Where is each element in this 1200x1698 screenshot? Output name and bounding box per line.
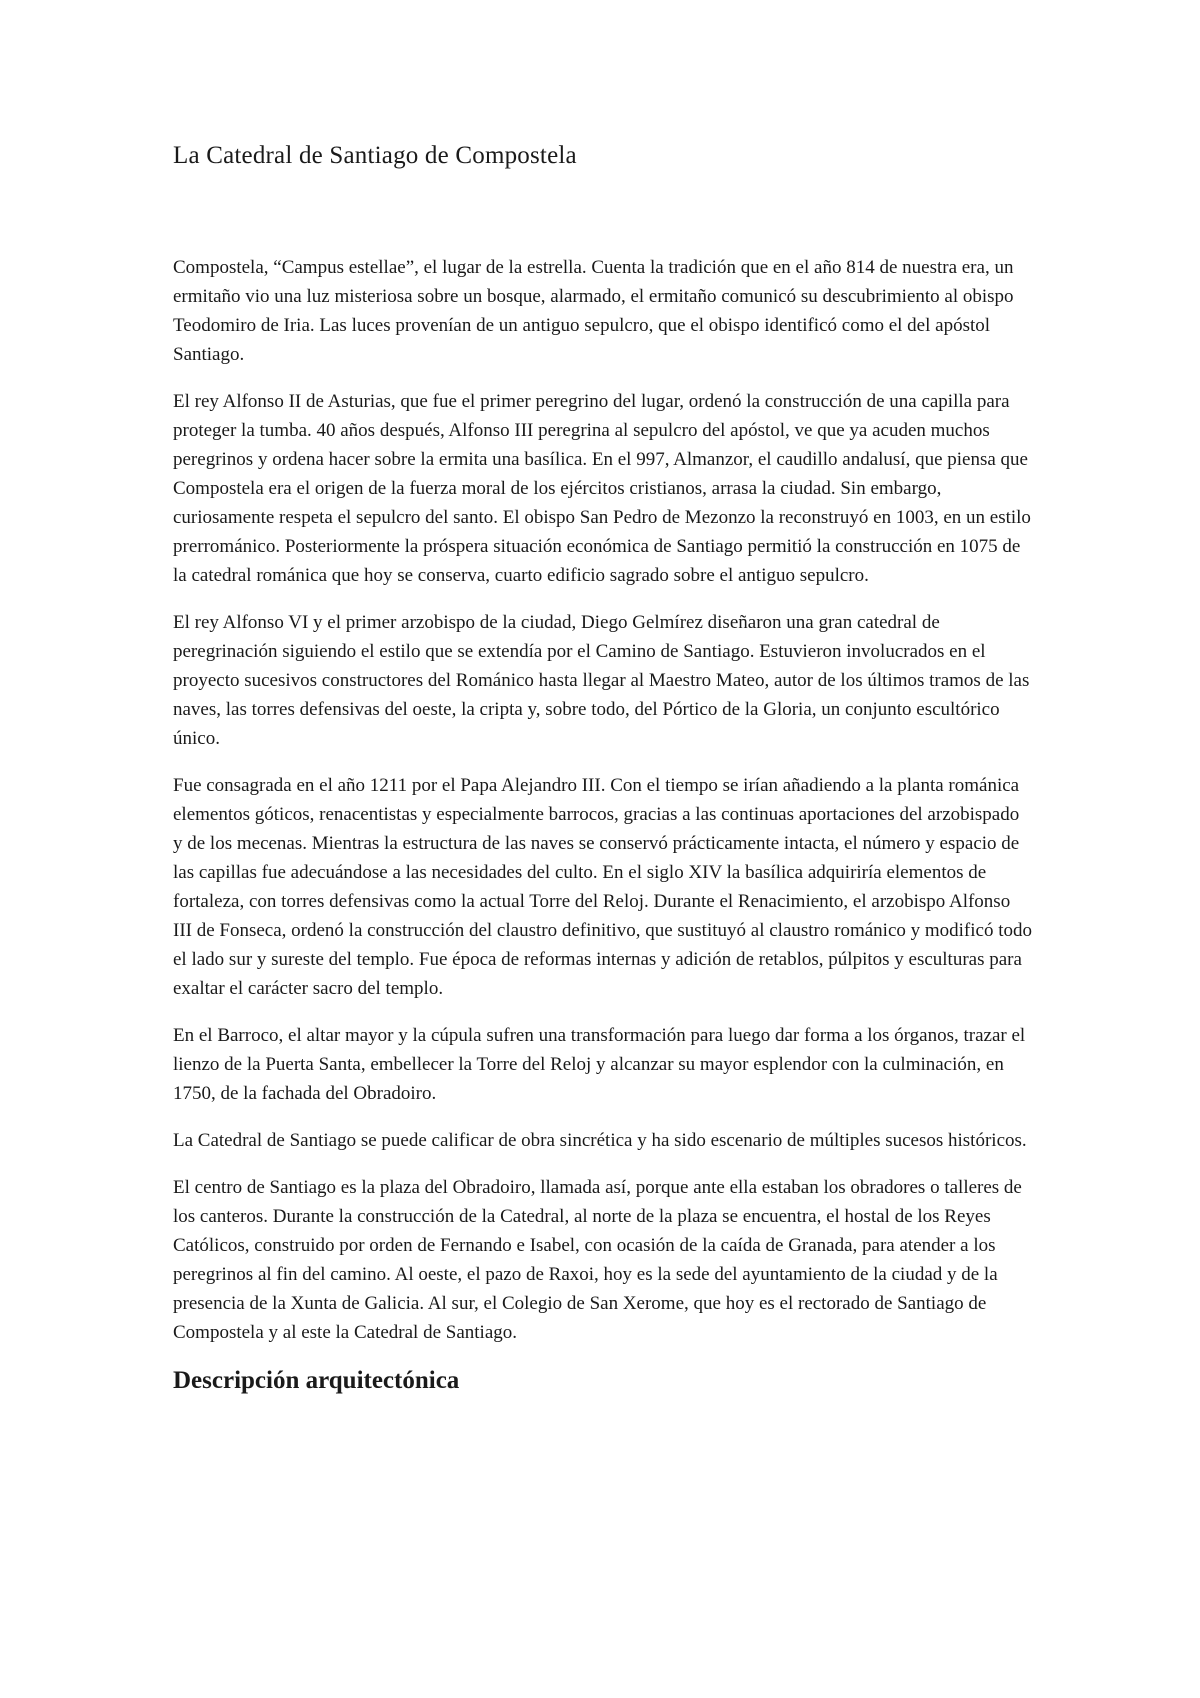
paragraph-early-history: El rey Alfonso II de Asturias, que fue el primer peregrino del lugar, ordenó la construcción de una capilla para proteger la tumba. 40 años después, Alfonso III peregrina al sepulcro del apóstol, ve que ya acuden muchos peregrinos y ordena hacer sobre la ermita una basílica. En el 997, Almanzor, el caudillo andalusí, que piensa que Compostela era el origen de la fuerza moral de los ejércitos cristianos, arrasa la ciudad. Sin embargo, curiosamente respeta el sepulcro del santo. El obispo San Pedro de Mezonzo la reconstruyó en 1003, en un estilo prerrománico. Posteriormente la próspera situación económica de Santiago permitió la construcción en 1075 de la catedral románica que hoy se conserva, cuarto edificio sagrado sobre el antiguo sepulcro. [173, 391, 1031, 586]
document-body [173, 140, 1033, 1397]
section-heading-architecture: Descripción arquitectónica [173, 1367, 460, 1394]
paragraph-baroque: En el Barroco, el altar mayor y la cúpula sufren una transformación para luego dar forma a los órganos, trazar el lienzo de la Puerta Santa, embellecer la Torre del Reloj y alcanzar su mayor esplendor con la culminación, en 1750, de la fachada del Obradoiro. [173, 1025, 1026, 1104]
paragraph-origin-legend: Compostela, “Campus estellae”, el lugar de la estrella. Cuenta la tradición que en el año 814 de nuestra era, un ermitaño vio una luz misteriosa sobre un bosque, alarmado, el ermitaño comunicó su descubrimiento al obispo Teodomiro de Iria. Las luces provenían de un antiguo sepulcro, que el obispo identificó como el del apóstol Santiago. [173, 257, 1014, 365]
paragraph-list [173, 253, 1033, 1347]
paragraph-syncretic-work: La Catedral de Santiago se puede calificar de obra sincrética y ha sido escenario de múltiples sucesos históricos. [173, 1130, 1027, 1151]
paragraph-romanesque-construction: El rey Alfonso VI y el primer arzobispo de la ciudad, Diego Gelmírez diseñaron una gran catedral de peregrinación siguiendo el estilo que se extendía por el Camino de Santiago. Estuvieron involucrados en el proyecto sucesivos constructores del Románico hasta llegar al Maestro Mateo, autor de los últimos tramos de las naves, las torres defensivas del oeste, la cripta y, sobre todo, del Pórtico de la Gloria, un conjunto escultórico único. [173, 612, 1030, 749]
paragraph-obradoiro-square: El centro de Santiago es la plaza del Obradoiro, llamada así, porque ante ella estaban los obradores o talleres de los canteros. Durante la construcción de la Catedral, al norte de la plaza se encuentra, el hostal de los Reyes Católicos, construido por orden de Fernando e Isabel, con ocasión de la caída de Granada, para atender a los peregrinos al fin del camino. Al oeste, el pazo de Raxoi, hoy es la sede del ayuntamiento de la ciudad y de la presencia de la Xunta de Galicia. Al sur, el Colegio de San Xerome, que hoy es el rectorado de Santiago de Compostela y al este la Catedral de Santiago. [173, 1177, 1022, 1343]
paragraph-consecration-and-reforms: Fue consagrada en el año 1211 por el Papa Alejandro III. Con el tiempo se irían añadiendo a la planta románica elementos góticos, renacentistas y especialmente barrocos, gracias a las continuas aportaciones del arzobispado y de los mecenas. Mientras la estructura de las naves se conservó prácticamente intacta, el número y espacio de las capillas fue adecuándose a las necesidades del culto. En el siglo XIV la basílica adquiriría elementos de fortaleza, con torres defensivas como la actual Torre del Reloj. Durante el Renacimiento, el arzobispo Alfonso III de Fonseca, ordenó la construcción del claustro definitivo, que sustituyó al claustro románico y modificó todo el lado sur y sureste del templo. Fue época de reformas internas y adición de retablos, púlpitos y esculturas para exaltar el carácter sacro del templo. [173, 775, 1032, 999]
document-title: La Catedral de Santiago de Compostela [173, 142, 577, 169]
